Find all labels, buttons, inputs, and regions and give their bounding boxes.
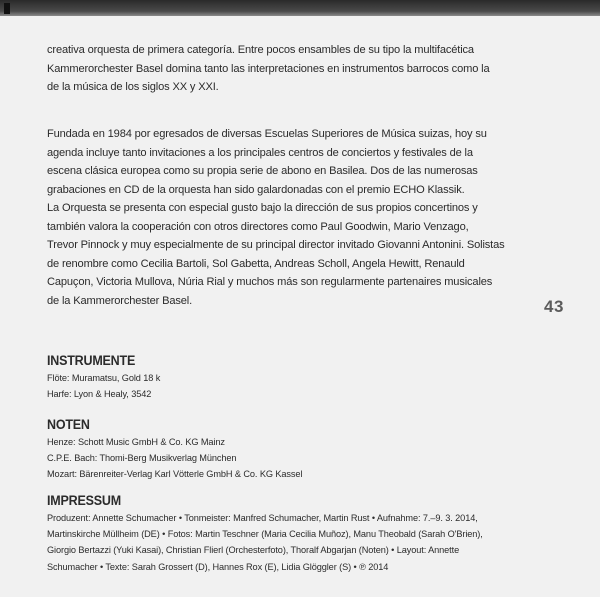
credit-line: Giorgio Bertazzi (Yuki Kasai), Christian Flierl (Orchesterfoto), Thoralf Abgarjan (Noten) • Layout: Annette xyxy=(47,545,460,556)
corner-mark xyxy=(4,3,10,14)
section-heading: NOTEN xyxy=(47,417,90,433)
text-line: de la Kammerorchester Basel. xyxy=(47,294,193,307)
text-line: de renombre como Cecilia Bartoli, Sol Gabetta, Andreas Scholl, Angela Hewitt, Renauld xyxy=(47,257,465,270)
page-number: 43 xyxy=(544,297,564,316)
noten-section xyxy=(47,416,547,483)
text-line: Capuçon, Victoria Mullova, Núria Rial y muchos más son regularmente partenaires musicales xyxy=(47,276,493,288)
biography-paragraph-1 xyxy=(47,41,517,97)
instrumente-section xyxy=(47,352,547,402)
credit-line: Schumacher • Texte: Sarah Grossert (D), Hannes Rox (E), Lidia Glöggler (S) • ℗ 2014 xyxy=(47,561,389,572)
credit-line: Harfe: Lyon & Healy, 3542 xyxy=(47,389,152,400)
text-line: Trevor Pinnock y muy especialmente de su principal director invitado Giovanni Antonini. Solistas xyxy=(47,239,505,251)
biography-paragraph-2 xyxy=(47,125,517,310)
text-line: también valora la cooperación con otros directores como Paul Goodwin, Mario Venzago, xyxy=(47,220,469,233)
text-line: agenda incluye tanto invitaciones a los principales centros de conciertos y festivales de la xyxy=(47,146,473,159)
text-line: de la música de los siglos XX y XXI. xyxy=(47,81,219,93)
section-heading: INSTRUMENTE xyxy=(47,353,136,369)
text-line: Kammerorchester Basel domina tanto las interpretaciones en instrumentos barrocos como la xyxy=(47,62,490,75)
impressum-section xyxy=(47,492,547,575)
credit-line: Produzent: Annette Schumacher • Tonmeister: Manfred Schumacher, Martin Rust • Aufnahme: 7.–9. 3. 2014, xyxy=(47,513,478,523)
text-line: grabaciones en CD de la orquesta han sido galardonadas con el premio ECHO Klassik. xyxy=(47,183,465,196)
credit-line: Henze: Schott Music GmbH & Co. KG Mainz xyxy=(47,437,225,447)
text-line: La Orquesta se presenta con especial gusto bajo la dirección de sus propios concertinos y xyxy=(47,202,478,214)
credit-line: Flöte: Muramatsu, Gold 18 k xyxy=(47,373,161,383)
top-decorative-bar xyxy=(0,0,600,16)
text-line: creativa orquesta de primera categoría. Entre pocos ensambles de su tipo la multifacética xyxy=(47,44,474,56)
credit-line: Mozart: Bärenreiter-Verlag Karl Vötterle GmbH & Co. KG Kassel xyxy=(47,469,303,480)
credit-line: C.P.E. Bach: Thomi-Berg Musikverlag München xyxy=(47,453,237,464)
text-line: Fundada en 1984 por egresados de diversas Escuelas Superiores de Música suizas, hoy su xyxy=(47,128,487,140)
text-line: escena clásica europea como su propia serie de abono en Basilea. Dos de las numerosas xyxy=(47,165,478,177)
credit-line: Martinskirche Müllheim (DE) • Fotos: Martin Teschner (Maria Cecilia Muñoz), Manu Theobald (Sarah O'Brien), xyxy=(47,529,483,540)
section-heading: IMPRESSUM xyxy=(47,493,121,509)
